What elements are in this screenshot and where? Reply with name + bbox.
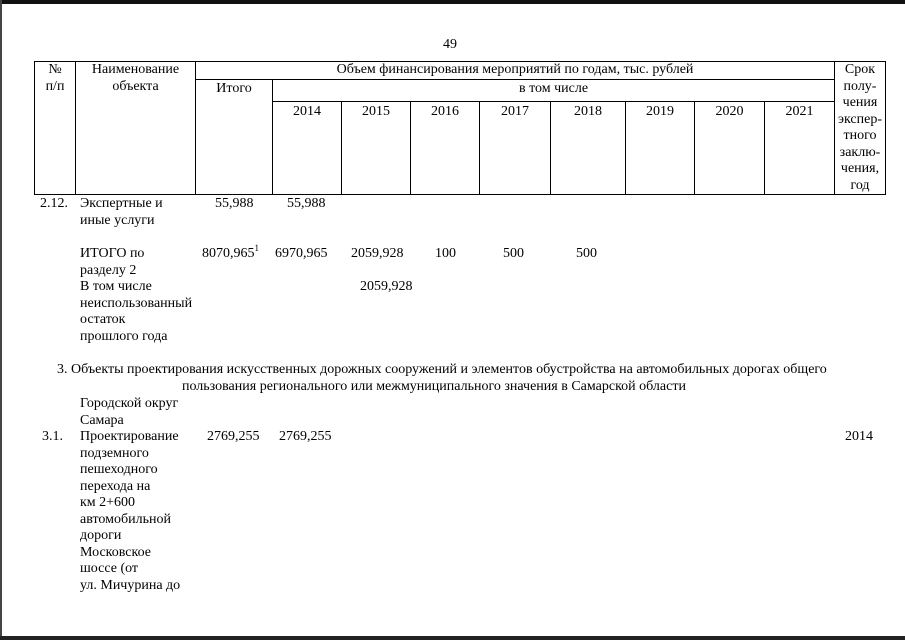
- section-3-title-line-1: 3. Объекты проектирования искусственных дорожных сооружений и элементов обустройства на автомобильных дорогах общего: [57, 362, 827, 377]
- col-name-header: Наименование объекта: [91, 62, 180, 94]
- year-header-2017: 2017: [501, 104, 529, 119]
- itogo-2018: 500: [576, 246, 597, 261]
- row-3-1-total: 2769,255: [207, 429, 260, 444]
- row-3-1-term: 2014: [845, 429, 873, 444]
- year-header-2019: 2019: [646, 104, 674, 119]
- itogo-2014: 6970,965: [275, 246, 328, 261]
- unused-2015: 2059,928: [360, 279, 413, 294]
- row-2-12-num: 2.12.: [40, 196, 68, 211]
- scan-edge-bottom: [0, 636, 905, 640]
- total-header: Итого: [216, 81, 252, 96]
- year-header-2018: 2018: [574, 104, 602, 119]
- term-header: Срок полу- чения экспер- тного заклю- чения, год: [837, 62, 883, 193]
- row-2-12-total: 55,988: [215, 196, 254, 211]
- district-label: Городской округ Самара: [80, 396, 179, 428]
- col-num-header: № п/п: [45, 62, 65, 94]
- year-header-2020: 2020: [715, 104, 744, 119]
- row-3-1-name: Проектирование подземного пешеходного перехода на км 2+600 автомобильной дороги Московское шоссе (от ул. Мичурина до: [80, 429, 181, 593]
- section-3-title-line-2: пользования регионального или межмуниципального значения в Самарской области: [182, 379, 686, 394]
- row-3-1-num: 3.1.: [42, 429, 63, 444]
- itogo-2015: 2059,928: [351, 246, 404, 261]
- row-2-12-2014: 55,988: [287, 196, 326, 211]
- year-header-2014: 2014: [293, 104, 321, 119]
- footnote-mark: 1: [254, 243, 259, 253]
- row-2-12-name: Экспертные и иные услуги: [80, 196, 163, 228]
- itogo-total: 8070,965$^1$: [202, 243, 259, 261]
- scan-edge-left: [0, 0, 2, 640]
- itogo-2017: 500: [503, 246, 524, 261]
- year-header-2021: 2021: [785, 104, 814, 119]
- row-3-1-2014: 2769,255: [279, 429, 332, 444]
- itogo-2016: 100: [435, 246, 456, 261]
- including-header: в том числе: [518, 81, 589, 96]
- year-header-2015: 2015: [362, 104, 390, 119]
- financing-title: Объем финансирования мероприятий по годам, тыс. рублей: [336, 62, 694, 77]
- itogo-name: ИТОГО по разделу 2: [80, 246, 145, 278]
- year-header-2016: 2016: [431, 104, 459, 119]
- scan-edge-top: [0, 0, 905, 4]
- unused-name: В том числе неиспользованный остаток прошлого года: [80, 279, 193, 344]
- page-number: 49: [443, 37, 457, 52]
